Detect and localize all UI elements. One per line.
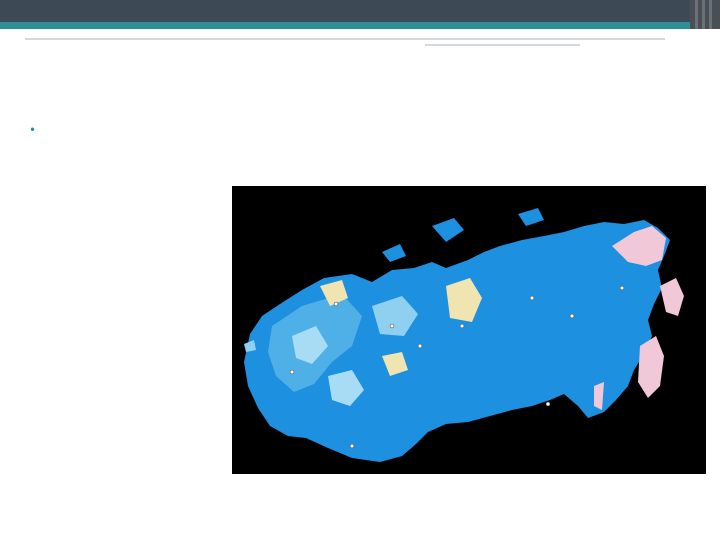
top-bar <box>0 0 720 22</box>
title-rule-short <box>425 44 580 46</box>
bullet-icon: • <box>29 123 37 137</box>
map-exclave <box>244 340 256 352</box>
top-accent-bar <box>0 22 720 29</box>
corner-bars-icon <box>693 0 717 29</box>
russia-map <box>232 186 706 474</box>
title-rule <box>25 38 665 40</box>
map-island-north-2 <box>518 208 544 226</box>
russia-map-image <box>232 186 706 474</box>
map-island-north <box>432 218 464 242</box>
map-island-north-3 <box>382 244 406 262</box>
map-far-east-region-2 <box>638 336 664 398</box>
map-peninsula <box>660 278 684 316</box>
